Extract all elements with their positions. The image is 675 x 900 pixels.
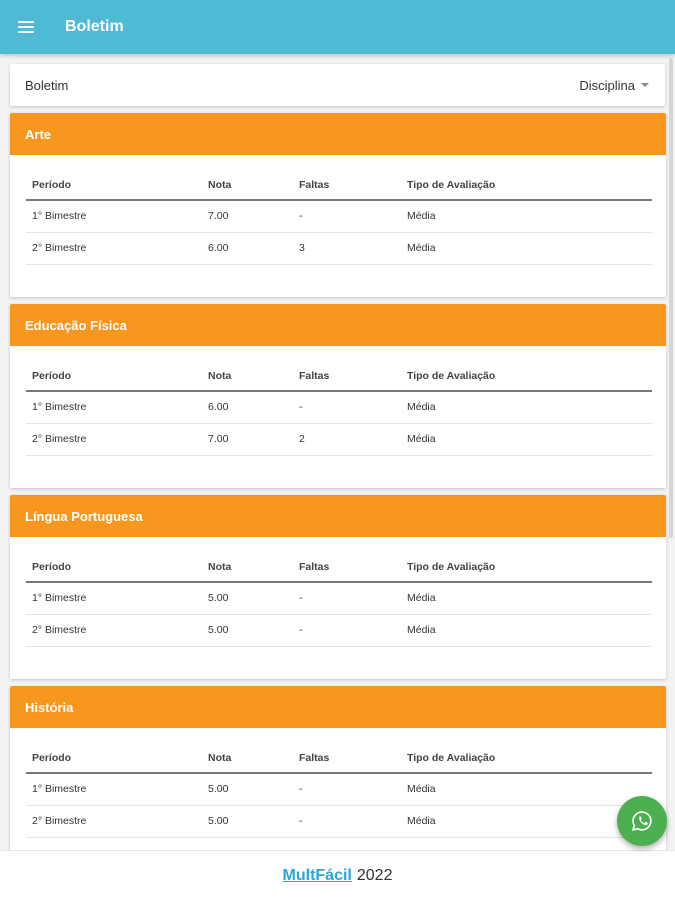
footer [0, 850, 675, 900]
footer-year: 2022 [356, 866, 393, 884]
table-row [26, 773, 652, 805]
column-header-nota: Nota [202, 361, 293, 391]
cell-nota: 7.00 [202, 423, 293, 455]
cell-faltas: - [293, 773, 401, 805]
cell-tipo: Média [401, 805, 652, 837]
cell-nota: 6.00 [202, 391, 293, 423]
column-header-faltas: Faltas [293, 552, 401, 582]
cell-tipo: Média [401, 423, 652, 455]
cell-faltas: - [293, 582, 401, 614]
cell-faltas: - [293, 391, 401, 423]
cell-periodo: 2° Bimestre [26, 423, 202, 455]
cell-nota: 6.00 [202, 232, 293, 264]
subject-title: Língua Portuguesa [10, 495, 666, 537]
cell-periodo: 1° Bimestre [26, 391, 202, 423]
multfacil-link[interactable]: MultFácil [282, 866, 352, 884]
table-header-row [26, 170, 652, 200]
cell-nota: 5.00 [202, 773, 293, 805]
scrollbar[interactable] [669, 58, 673, 538]
cell-tipo: Média [401, 614, 652, 646]
subject-title: Educação Física [10, 304, 666, 346]
main-content [0, 54, 675, 850]
column-header-nota: Nota [202, 743, 293, 773]
whatsapp-icon [631, 810, 653, 832]
table-row [26, 582, 652, 614]
table-row [26, 614, 652, 646]
table-header-row [26, 743, 652, 773]
column-header-faltas: Faltas [293, 170, 401, 200]
caret-down-icon [641, 83, 649, 87]
column-header-tipo: Tipo de Avaliação [401, 170, 652, 200]
column-header-tipo: Tipo de Avaliação [401, 743, 652, 773]
table-row [26, 391, 652, 423]
cell-nota: 5.00 [202, 805, 293, 837]
cell-faltas: 2 [293, 423, 401, 455]
cell-tipo: Média [401, 391, 652, 423]
hamburger-menu-icon[interactable] [18, 21, 34, 33]
table-header-row [26, 361, 652, 391]
table-row [26, 200, 652, 232]
cell-periodo: 2° Bimestre [26, 805, 202, 837]
subject-title: História [10, 686, 666, 728]
subject-card-historia [10, 686, 666, 850]
grades-table [26, 743, 652, 838]
subject-card-lingua-portuguesa [10, 495, 666, 679]
grades-table [26, 170, 652, 265]
cell-periodo: 2° Bimestre [26, 614, 202, 646]
cell-nota: 5.00 [202, 614, 293, 646]
cell-faltas: - [293, 200, 401, 232]
column-header-nota: Nota [202, 170, 293, 200]
cell-tipo: Média [401, 232, 652, 264]
subject-card-arte [10, 113, 666, 297]
cell-periodo: 2° Bimestre [26, 232, 202, 264]
column-header-tipo: Tipo de Avaliação [401, 552, 652, 582]
grades-table [26, 552, 652, 647]
cell-faltas: 3 [293, 232, 401, 264]
selector-bar [10, 64, 665, 106]
subject-title: Arte [10, 113, 666, 155]
column-header-faltas: Faltas [293, 361, 401, 391]
cell-faltas: - [293, 614, 401, 646]
selector-label: Boletim [25, 77, 69, 93]
whatsapp-button[interactable] [617, 796, 667, 846]
app-title: Boletim [65, 18, 124, 35]
subject-card-educacao-fisica [10, 304, 666, 488]
column-header-periodo: Período [26, 552, 202, 582]
column-header-periodo: Período [26, 170, 202, 200]
app-bar [0, 0, 675, 54]
column-header-periodo: Período [26, 743, 202, 773]
column-header-nota: Nota [202, 552, 293, 582]
table-row [26, 423, 652, 455]
cell-faltas: - [293, 805, 401, 837]
grades-table [26, 361, 652, 456]
table-row [26, 232, 652, 264]
cell-nota: 7.00 [202, 200, 293, 232]
cell-periodo: 1° Bimestre [26, 200, 202, 232]
column-header-periodo: Período [26, 361, 202, 391]
cell-periodo: 1° Bimestre [26, 582, 202, 614]
column-header-faltas: Faltas [293, 743, 401, 773]
column-header-tipo: Tipo de Avaliação [401, 361, 652, 391]
cell-tipo: Média [401, 582, 652, 614]
discipline-dropdown[interactable] [579, 78, 649, 93]
table-header-row [26, 552, 652, 582]
discipline-dropdown-label: Disciplina [579, 77, 635, 93]
cell-tipo: Média [401, 200, 652, 232]
cell-tipo: Média [401, 773, 652, 805]
cell-nota: 5.00 [202, 582, 293, 614]
cell-periodo: 1° Bimestre [26, 773, 202, 805]
table-row [26, 805, 652, 837]
